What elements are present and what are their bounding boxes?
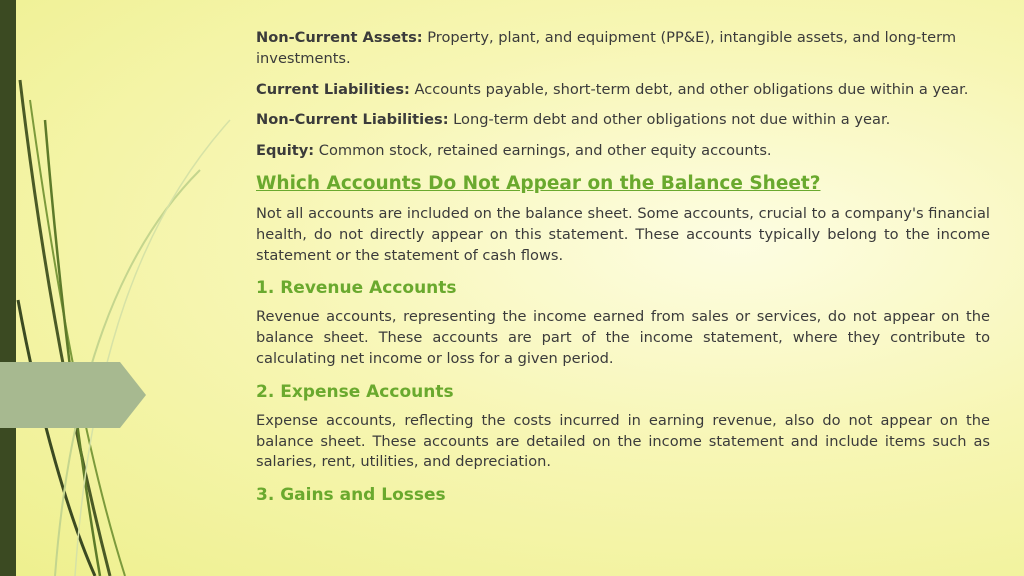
subsection-heading-expense: 2. Expense Accounts — [256, 381, 454, 402]
definition-term: Equity: — [256, 142, 315, 160]
definition-term: Current Liabilities: — [256, 80, 410, 98]
definition-current-liabilities — [256, 80, 990, 101]
content-area — [256, 28, 990, 514]
definition-non-current-assets — [256, 28, 990, 70]
definition-non-current-liabilities — [256, 110, 990, 131]
subsection-heading-revenue: 1. Revenue Accounts — [256, 278, 457, 299]
definition-text: Common stock, retained earnings, and other equity accounts. — [314, 142, 772, 160]
arrow-tab-decoration — [0, 362, 146, 428]
subsection-text-revenue: Revenue accounts, representing the income earned from sales or services, do not appear on the balance sheet. These accounts are part of the income statement, where they contribute to calculating net income or loss for a given period. — [256, 308, 990, 367]
definition-equity — [256, 141, 990, 162]
subsection-heading-gains-losses: 3. Gains and Losses — [256, 485, 446, 506]
definition-term: Non-Current Liabilities: — [256, 111, 449, 129]
subsection-text-expense: Expense accounts, reflecting the costs incurred in earning revenue, also do not appear on the balance sheet. These accounts are detailed on the income statement and include items such as salaries, rent, utilities, and depreciation. — [256, 411, 990, 471]
decorative-swoosh-lines — [0, 0, 260, 576]
definition-text: Long-term debt and other obligations not due within a year. — [448, 111, 891, 129]
definition-text: Property, plant, and equipment (PP&E), intangible assets, and long-term investments. — [256, 29, 957, 67]
definition-term: Non-Current Assets: — [256, 29, 423, 46]
section-intro: Not all accounts are included on the balance sheet. Some accounts, crucial to a company's financial health, do not directly appear on this statement. These accounts typically belong to the income statement or the statement of cash flows. — [256, 204, 990, 264]
definition-text: Accounts payable, short-term debt, and other obligations due within a year. — [409, 80, 969, 98]
section-heading-link[interactable]: Which Accounts Do Not Appear on the Balance Sheet? — [256, 172, 821, 194]
